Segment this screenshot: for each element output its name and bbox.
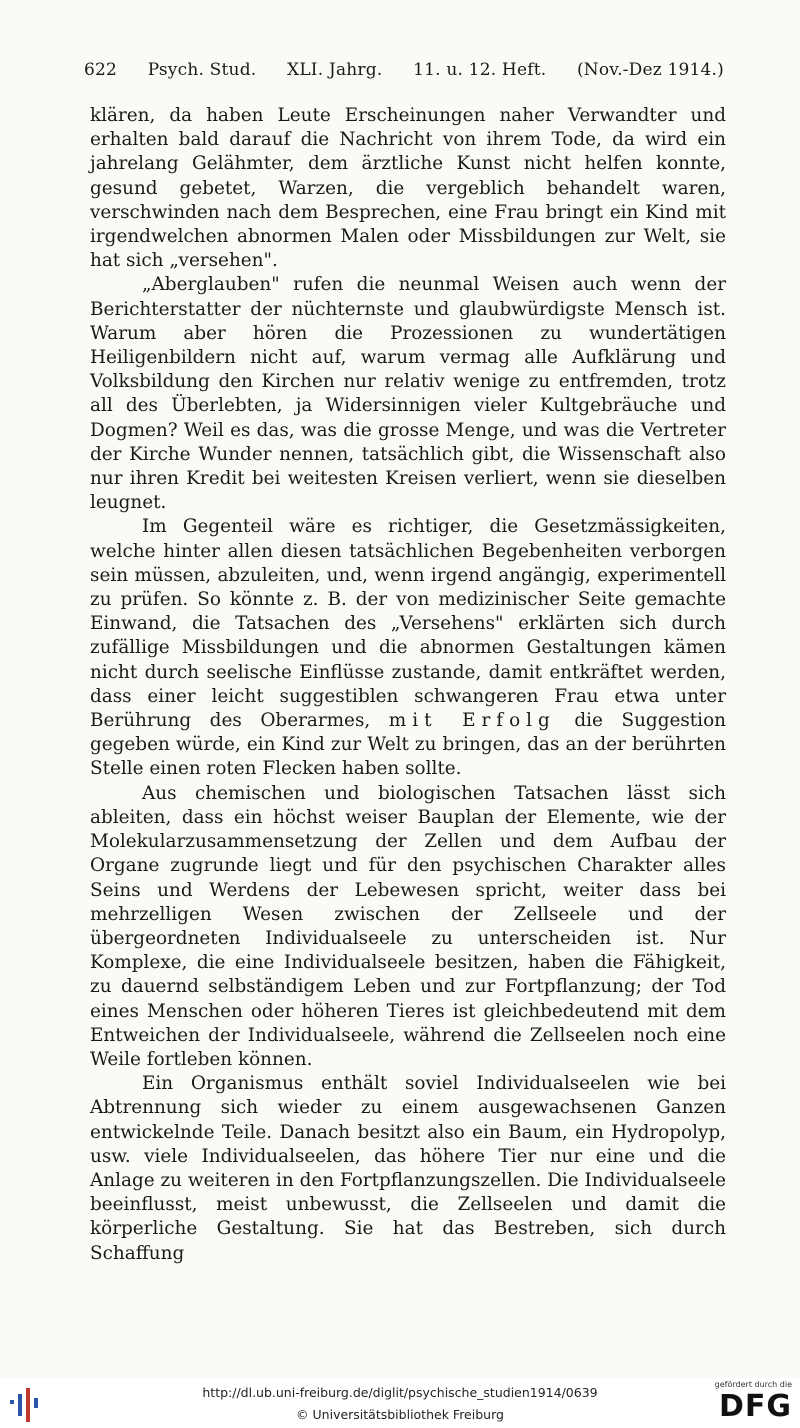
paragraph-3-after: die Suggestion gegeben würde, ein Kind zur Welt zu bringen, das an der berührten Stelle einen roten Flecken haben sollte. [90, 710, 726, 780]
page-number: 622 [84, 60, 118, 80]
dfg-funding-text: gefördert durch die [714, 1380, 792, 1389]
paragraph-4: Aus chemischen und biologischen Tatsachen lässt sich ableiten, dass ein höchst weiser Bauplan der Elemente, wie der Molekularzusammensetzung der Zellen und dem Aufbau der Organe zugrunde liegt und für den psychischen Charakter alles Seins und Werdens der Lebewesen spricht, weiter dass bei mehrzelligen Wesen zwischen der Zellseele und der übergeordneten Individualseele zu unterscheiden ist. Nur Komplexe, die eine Individualseele besitzen, haben die Fähigkeit, zu dauernd selbständigem Leben und zur Fortpflanzung; der Tod eines Menschen oder höheren Tieres ist gleichbedeutend mit dem Entweichen der Individualseele, während die Zellseelen noch eine Weile fortleben können. [90, 782, 726, 1070]
spaced-emphasis: mit Erfolg [388, 710, 556, 732]
issue: 11. u. 12. Heft. [413, 60, 547, 80]
issue-date: (Nov.-Dez 1914.) [576, 60, 724, 80]
dfg-wordmark: DFG [718, 1389, 792, 1424]
body-text [90, 104, 726, 1266]
running-head [84, 60, 724, 80]
journal-title: Psych. Stud. [147, 60, 257, 80]
dfg-logo [700, 1380, 792, 1426]
paragraph-3 [90, 515, 726, 781]
copyright-notice: © Universitätsbibliothek Freiburg [296, 1407, 504, 1422]
volume: XLI. Jahrg. [287, 60, 383, 80]
permalink-url[interactable]: http://dl.ub.uni-freiburg.de/diglit/psychische_studien1914/0639 [202, 1385, 598, 1400]
paragraph-5: Ein Organismus enthält soviel Individualseelen wie bei Abtrennung sich wieder zu einem ausgewachsenen Ganzen entwickelnde Teile. Danach besitzt also ein Baum, ein Hydropolyp, usw. viele Individualseelen, das höhere Tier nur eine und die Anlage zu weiteren in den Fortpflanzungszellen. Die Individualseele beeinflusst, meist unbewusst, die Zellseelen und damit die körperliche Gestaltung. Sie hat das Bestreben, sich durch Schaffung [90, 1073, 726, 1264]
paragraph-2: „Aberglauben" rufen die neunmal Weisen auch wenn der Berichterstatter der nüchternste und glaubwürdigste Mensch ist. Warum aber hören die Prozessionen zu wundertätigen Heiligenbildern nicht auf, warum vermag alle Aufklärung und Volksbildung den Kirchen nur relativ wenige zu entfremden, trotz all des Überlebten, ja Widersinnigen vieler Kultgebräuche und Dogmen? Weil es das, was die grosse Menge, und was die Vertreter der Kirche Wunder nennen, tatsächlich gibt, die Wissenschaft also nur ihren Kredit bei weitesten Kreisen verliert, wenn sie dieselben leugnet. [90, 274, 726, 514]
viewer-footer [0, 1378, 800, 1428]
paragraph-3-before: Im Gegenteil wäre es richtiger, die Gesetzmässigkeiten, welche hinter allen diesen tatsächlichen Begebenheiten verborgen sein müssen, abzuleiten, und, wenn irgend angängig, experimentell zu prüfen. So könnte z. B. der von medizinischer Seite gemachte Einwand, die Tatsachen des „Versehens" erklärten sich durch zufällige Missbildungen und die abnormen Gestaltungen kämen nicht durch seelische Einflüsse zustande, damit entkräftet werden, dass einer leicht suggestiblen schwangeren Frau etwa unter Berührung des Oberarmes, [90, 516, 726, 732]
paragraph-1: klären, da haben Leute Erscheinungen naher Verwandter und erhalten bald darauf die Nachricht von ihrem Tode, da wird ein jahrelang Gelähmter, dem ärztliche Kunst nicht helfen konnte, gesund gebetet, Warzen, die vergeblich behandelt waren, verschwinden nach dem Besprechen, eine Frau bringt ein Kind mit irgendwelchen abnormen Malen oder Missbildungen zur Welt, sie hat sich „versehen". [90, 105, 726, 272]
